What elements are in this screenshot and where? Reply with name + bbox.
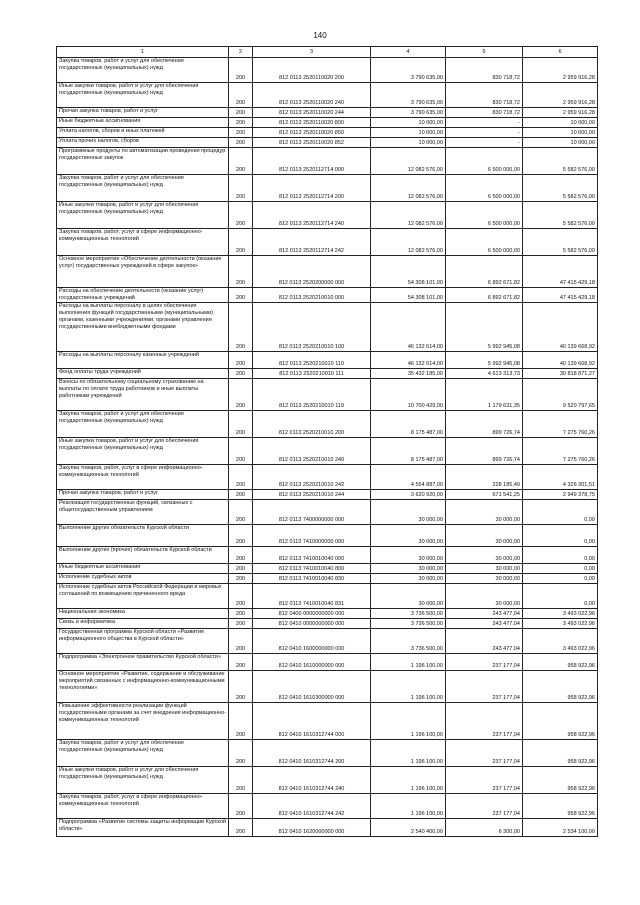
row-approved-amount: 10 000,00 (371, 118, 446, 128)
row-approved-amount: 30 000,00 (371, 584, 446, 609)
row-unexecuted-amount: 4 326 301,51 (523, 465, 598, 490)
row-unexecuted-amount: 958 922,96 (523, 671, 598, 703)
row-name: Исполнение судебных актов (57, 574, 229, 584)
row-approved-amount: 54 308 101,00 (371, 256, 446, 288)
row-executed-amount: 30 000,00 (446, 525, 523, 547)
row-budget-code: 812 0113 2520110020 800 (253, 118, 371, 128)
row-executed-amount: 830 718,72 (446, 108, 523, 118)
row-unexecuted-amount: 958 922,96 (523, 740, 598, 767)
table-row (57, 202, 598, 229)
column-number-row (57, 47, 598, 58)
row-line-code: 200 (229, 671, 253, 703)
row-executed-amount: 6 500 000,00 (446, 175, 523, 202)
row-unexecuted-amount: 10 000,00 (523, 128, 598, 138)
row-line-code: 200 (229, 118, 253, 128)
row-unexecuted-amount: 10 000,00 (523, 118, 598, 128)
row-budget-code: 812 0410 1610312744 242 (253, 794, 371, 819)
table-row (57, 352, 598, 369)
row-line-code: 200 (229, 525, 253, 547)
row-name: Взносы по обязательному социальному страхованию на выплаты по оплате труда работников и иные выплаты работникам учреждений (57, 379, 229, 411)
row-name: Закупка товаров, работ, услуг в сфере информационно-коммуникационных технологий (57, 465, 229, 490)
row-name: Реализация государственных функций, связанных с общегосударственным управлением (57, 500, 229, 525)
row-executed-amount: 5 992 945,08 (446, 352, 523, 369)
row-line-code: 200 (229, 288, 253, 303)
row-executed-amount: 30 000,00 (446, 500, 523, 525)
row-executed-amount: 237 177,04 (446, 671, 523, 703)
row-approved-amount: 10 000,00 (371, 128, 446, 138)
row-executed-amount: - (446, 128, 523, 138)
row-line-code: 200 (229, 465, 253, 490)
row-name: Закупка товаров, работ и услуг для обеспечения государственных (муниципальных) нужд (57, 411, 229, 438)
table-row (57, 740, 598, 767)
row-unexecuted-amount: 958 922,96 (523, 703, 598, 740)
row-budget-code: 812 0410 0000000000 000 (253, 619, 371, 629)
row-approved-amount: 12 082 576,00 (371, 202, 446, 229)
row-line-code: 200 (229, 703, 253, 740)
row-line-code: 200 (229, 379, 253, 411)
row-executed-amount: 6 892 671,82 (446, 256, 523, 288)
row-name: Уплата прочих налогов, сборов (57, 138, 229, 148)
row-unexecuted-amount: 2 949 378,75 (523, 490, 598, 500)
row-budget-code: 812 0113 2520112714 242 (253, 229, 371, 256)
row-budget-code: 812 0113 2520210010 110 (253, 352, 371, 369)
row-budget-code: 812 0113 2520200000 000 (253, 256, 371, 288)
row-line-code: 200 (229, 438, 253, 465)
row-unexecuted-amount: 0,00 (523, 574, 598, 584)
row-name: Расходы на выплаты персоналу в целях обеспечения выполнения функций государственными (муниципальными) органами, казенными учреждениями, органами управления государственными внебюджетными фондами (57, 303, 229, 352)
row-approved-amount: 8 175 487,00 (371, 411, 446, 438)
row-executed-amount: 237 177,04 (446, 794, 523, 819)
row-approved-amount: 1 196 100,00 (371, 654, 446, 671)
row-budget-code: 812 0113 2520110020 240 (253, 83, 371, 108)
row-approved-amount: 12 082 576,00 (371, 175, 446, 202)
row-line-code: 200 (229, 654, 253, 671)
row-line-code: 200 (229, 629, 253, 654)
table-row (57, 138, 598, 148)
row-line-code: 200 (229, 83, 253, 108)
row-executed-amount: 5 992 945,08 (446, 303, 523, 352)
row-executed-amount: 899 726,74 (446, 438, 523, 465)
row-approved-amount: 35 432 185,00 (371, 369, 446, 379)
table-row (57, 767, 598, 794)
table-row (57, 654, 598, 671)
row-executed-amount: 243 477,04 (446, 629, 523, 654)
column-header: 5 (446, 47, 523, 58)
row-executed-amount: 4 613 313,73 (446, 369, 523, 379)
row-name: Закупка товаров, работ и услуг для обеспечения государственных (муниципальных) нужд (57, 175, 229, 202)
row-executed-amount: 1 179 631,35 (446, 379, 523, 411)
table-row (57, 500, 598, 525)
row-unexecuted-amount: 7 275 760,26 (523, 438, 598, 465)
row-budget-code: 812 0410 1610312744 240 (253, 767, 371, 794)
table-body (57, 58, 598, 837)
row-approved-amount: 3 790 635,00 (371, 58, 446, 83)
row-line-code: 200 (229, 609, 253, 619)
row-name: Национальная экономика (57, 609, 229, 619)
row-budget-code: 812 0113 2520110020 200 (253, 58, 371, 83)
row-line-code: 200 (229, 547, 253, 564)
row-line-code: 200 (229, 574, 253, 584)
table-row (57, 288, 598, 303)
table-row (57, 369, 598, 379)
table-row (57, 609, 598, 619)
row-name: Выполнение других (прочих) обязательств Курской области (57, 547, 229, 564)
table-row (57, 438, 598, 465)
row-budget-code: 812 0113 2520210010 119 (253, 379, 371, 411)
row-executed-amount: - (446, 138, 523, 148)
row-approved-amount: 46 132 614,00 (371, 303, 446, 352)
row-line-code: 200 (229, 352, 253, 369)
row-approved-amount: 3 736 500,00 (371, 609, 446, 619)
table-row (57, 619, 598, 629)
table-row (57, 175, 598, 202)
row-executed-amount: 228 185,49 (446, 465, 523, 490)
row-executed-amount: 243 477,04 (446, 609, 523, 619)
row-unexecuted-amount: 47 415 429,18 (523, 288, 598, 303)
table-row (57, 303, 598, 352)
row-budget-code: 812 0410 1620000000 000 (253, 819, 371, 837)
row-name: Прочая закупка товаров, работ и услуг (57, 490, 229, 500)
table-row (57, 256, 598, 288)
row-name: Закупка товаров, работ, услуг в сфере информационно-коммуникационных технологий (57, 229, 229, 256)
row-budget-code: 812 0410 1610312744 000 (253, 703, 371, 740)
row-budget-code: 812 0113 7410000000 000 (253, 525, 371, 547)
row-line-code: 200 (229, 564, 253, 574)
row-executed-amount: 237 177,04 (446, 654, 523, 671)
row-approved-amount: 12 082 576,00 (371, 229, 446, 256)
row-executed-amount: 899 726,74 (446, 411, 523, 438)
row-executed-amount: 830 718,72 (446, 58, 523, 83)
row-unexecuted-amount: 5 582 576,00 (523, 148, 598, 175)
table-row (57, 794, 598, 819)
row-approved-amount: 1 196 100,00 (371, 740, 446, 767)
row-line-code: 200 (229, 229, 253, 256)
table-row (57, 819, 598, 837)
page-number: 140 (313, 31, 327, 40)
row-budget-code: 812 0113 2520110020 850 (253, 128, 371, 138)
row-unexecuted-amount: 3 493 022,96 (523, 609, 598, 619)
row-budget-code: 812 0113 2520112714 200 (253, 175, 371, 202)
table-row (57, 83, 598, 108)
row-line-code: 200 (229, 148, 253, 175)
row-approved-amount: 1 196 100,00 (371, 703, 446, 740)
row-approved-amount: 54 308 101,00 (371, 288, 446, 303)
row-unexecuted-amount: 0,00 (523, 547, 598, 564)
table-row (57, 547, 598, 564)
row-budget-code: 812 0113 7410010040 000 (253, 547, 371, 564)
row-name: Иные закупки товаров, работ и услуг для обеспечения государственных (муниципальных) нужд (57, 83, 229, 108)
row-executed-amount: 6 300,00 (446, 819, 523, 837)
row-approved-amount: 3 790 635,00 (371, 83, 446, 108)
row-name: Расходы на обеспечение деятельности (оказание услуг) государственных учреждений (57, 288, 229, 303)
row-approved-amount: 2 540 400,00 (371, 819, 446, 837)
row-name: Иные закупки товаров, работ и услуг для обеспечения государственных (муниципальных) нужд (57, 767, 229, 794)
row-budget-code: 812 0113 2520210010 100 (253, 303, 371, 352)
row-executed-amount: 237 177,04 (446, 703, 523, 740)
row-unexecuted-amount: 40 139 668,92 (523, 352, 598, 369)
row-name: Закупка товаров, работ и услуг для обеспечения государственных (муниципальных) нужд (57, 58, 229, 83)
row-name: Расходы на выплаты персоналу казенных учреждений (57, 352, 229, 369)
row-line-code: 200 (229, 500, 253, 525)
table-row (57, 574, 598, 584)
row-line-code: 200 (229, 584, 253, 609)
row-unexecuted-amount: 0,00 (523, 525, 598, 547)
row-executed-amount: 6 500 000,00 (446, 148, 523, 175)
row-executed-amount: 30 000,00 (446, 574, 523, 584)
row-budget-code: 812 0113 2520210010 244 (253, 490, 371, 500)
row-budget-code: 812 0113 2520210010 240 (253, 438, 371, 465)
row-unexecuted-amount: 958 922,96 (523, 767, 598, 794)
row-budget-code: 812 0410 1610312744 200 (253, 740, 371, 767)
row-approved-amount: 4 554 887,00 (371, 465, 446, 490)
row-approved-amount: 8 175 487,00 (371, 438, 446, 465)
row-executed-amount: 237 177,04 (446, 767, 523, 794)
row-line-code: 200 (229, 202, 253, 229)
row-unexecuted-amount: 7 275 760,26 (523, 411, 598, 438)
table-row (57, 379, 598, 411)
table-row (57, 584, 598, 609)
row-name: Основное мероприятие «Обеспечение деятельности (оказание услуг) государственных учреждений в сфере закупок» (57, 256, 229, 288)
row-unexecuted-amount: 5 582 576,00 (523, 202, 598, 229)
row-unexecuted-amount: 958 922,96 (523, 794, 598, 819)
table-row (57, 525, 598, 547)
row-name: Программные продукты по автоматизации проведения процедур государственных закупок (57, 148, 229, 175)
budget-execution-table (56, 46, 598, 837)
row-approved-amount: 30 000,00 (371, 574, 446, 584)
row-approved-amount: 10 000,00 (371, 138, 446, 148)
table-row (57, 229, 598, 256)
row-line-code: 200 (229, 794, 253, 819)
row-unexecuted-amount: 958 922,96 (523, 654, 598, 671)
row-name: Повышение эффективности реализации функций государственными органами за счет внедрения информационно-коммуникационных технологий (57, 703, 229, 740)
row-executed-amount: 6 892 671,82 (446, 288, 523, 303)
column-header: 6 (523, 47, 598, 58)
row-approved-amount: 1 196 100,00 (371, 767, 446, 794)
row-executed-amount: 237 177,04 (446, 740, 523, 767)
row-approved-amount: 3 790 635,00 (371, 108, 446, 118)
row-unexecuted-amount: 0,00 (523, 564, 598, 574)
table-row (57, 671, 598, 703)
table-row (57, 564, 598, 574)
row-line-code: 200 (229, 369, 253, 379)
row-unexecuted-amount: 2 959 916,28 (523, 108, 598, 118)
row-budget-code: 812 0113 2520210010 000 (253, 288, 371, 303)
row-approved-amount: 30 000,00 (371, 500, 446, 525)
row-unexecuted-amount: 2 959 916,28 (523, 83, 598, 108)
row-approved-amount: 30 000,00 (371, 564, 446, 574)
row-name: Иные бюджетные ассигнования (57, 118, 229, 128)
row-unexecuted-amount: 2 959 916,28 (523, 58, 598, 83)
table-row (57, 58, 598, 83)
row-name: Иные закупки товаров, работ и услуг для обеспечения государственных (муниципальных) нужд (57, 438, 229, 465)
row-approved-amount: 3 736 500,00 (371, 629, 446, 654)
row-approved-amount: 46 132 614,00 (371, 352, 446, 369)
row-unexecuted-amount: 9 520 797,65 (523, 379, 598, 411)
row-unexecuted-amount: 0,00 (523, 500, 598, 525)
row-approved-amount: 30 000,00 (371, 525, 446, 547)
row-budget-code: 812 0113 2520112714 000 (253, 148, 371, 175)
row-executed-amount: 6 500 000,00 (446, 202, 523, 229)
column-header: 3 (253, 47, 371, 58)
row-budget-code: 812 0400 0000000000 000 (253, 609, 371, 619)
row-unexecuted-amount: 5 582 576,00 (523, 175, 598, 202)
table-row (57, 490, 598, 500)
row-line-code: 200 (229, 619, 253, 629)
row-budget-code: 812 0113 2520210010 200 (253, 411, 371, 438)
row-line-code: 200 (229, 138, 253, 148)
row-budget-code: 812 0113 7400000000 000 (253, 500, 371, 525)
row-budget-code: 812 0113 7410010040 800 (253, 564, 371, 574)
row-budget-code: 812 0113 7410010040 831 (253, 584, 371, 609)
row-name: Подпрограмма «Электронное правительство Курской области» (57, 654, 229, 671)
row-line-code: 200 (229, 767, 253, 794)
row-line-code: 200 (229, 411, 253, 438)
table-row (57, 128, 598, 138)
table-row (57, 703, 598, 740)
row-approved-amount: 30 000,00 (371, 547, 446, 564)
row-budget-code: 812 0113 7410010040 830 (253, 574, 371, 584)
table-row (57, 118, 598, 128)
table-row (57, 629, 598, 654)
table-row (57, 465, 598, 490)
table-row (57, 108, 598, 118)
row-line-code: 200 (229, 490, 253, 500)
row-line-code: 200 (229, 108, 253, 118)
row-unexecuted-amount: 0,00 (523, 584, 598, 609)
row-executed-amount: 30 000,00 (446, 547, 523, 564)
row-unexecuted-amount: 10 000,00 (523, 138, 598, 148)
row-budget-code: 812 0410 1610300000 000 (253, 671, 371, 703)
row-name: Фонд оплаты труда учреждений (57, 369, 229, 379)
row-approved-amount: 3 736 500,00 (371, 619, 446, 629)
column-header: 4 (371, 47, 446, 58)
row-line-code: 200 (229, 128, 253, 138)
row-unexecuted-amount: 30 818 871,27 (523, 369, 598, 379)
row-name: Закупка товаров, работ, услуг в сфере информационно-коммуникационных технологий (57, 794, 229, 819)
row-approved-amount: 12 082 576,00 (371, 148, 446, 175)
row-budget-code: 812 0113 2520210010 111 (253, 369, 371, 379)
row-budget-code: 812 0113 2520112714 240 (253, 202, 371, 229)
row-executed-amount: 830 718,72 (446, 83, 523, 108)
row-name: Уплата налогов, сборов и иных платежей (57, 128, 229, 138)
row-line-code: 200 (229, 256, 253, 288)
row-unexecuted-amount: 3 493 022,96 (523, 619, 598, 629)
row-unexecuted-amount: 5 582 576,00 (523, 229, 598, 256)
row-budget-code: 812 0113 2520110020 244 (253, 108, 371, 118)
row-line-code: 200 (229, 740, 253, 767)
row-name: Исполнение судебных актов Российской Федерации и мировых соглашений по возмещению причиненного вреда (57, 584, 229, 609)
row-unexecuted-amount: 3 493 022,96 (523, 629, 598, 654)
column-header: 1 (57, 47, 229, 58)
row-budget-code: 812 0113 2520110020 852 (253, 138, 371, 148)
row-budget-code: 812 0113 2520210010 242 (253, 465, 371, 490)
row-line-code: 200 (229, 303, 253, 352)
table-row (57, 411, 598, 438)
row-approved-amount: 1 196 100,00 (371, 671, 446, 703)
row-unexecuted-amount: 2 534 100,00 (523, 819, 598, 837)
row-executed-amount: 671 541,25 (446, 490, 523, 500)
row-unexecuted-amount: 47 415 429,18 (523, 256, 598, 288)
row-executed-amount: 243 477,04 (446, 619, 523, 629)
row-name: Выполнение других обязательств Курской области (57, 525, 229, 547)
row-name: Государственная программа Курской области «Развитие информационного общества в Курской области» (57, 629, 229, 654)
row-executed-amount: - (446, 118, 523, 128)
row-line-code: 200 (229, 58, 253, 83)
row-approved-amount: 10 700 429,00 (371, 379, 446, 411)
row-line-code: 200 (229, 175, 253, 202)
row-executed-amount: 30 000,00 (446, 564, 523, 574)
row-name: Основное мероприятие «Развитие, содержание и обслуживание мероприятий связанных с информационно-коммуникационными технологиями» (57, 671, 229, 703)
row-budget-code: 812 0410 1610000000 000 (253, 654, 371, 671)
row-name: Прочая закупка товаров, работ и услуг (57, 108, 229, 118)
row-executed-amount: 30 000,00 (446, 584, 523, 609)
row-approved-amount: 3 620 920,00 (371, 490, 446, 500)
row-name: Подпрограмма «Развитие системы защиты информации Курской области» (57, 819, 229, 837)
row-name: Иные закупки товаров, работ и услуг для обеспечения государственных (муниципальных) нужд (57, 202, 229, 229)
row-name: Закупка товаров, работ и услуг для обеспечения государственных (муниципальных) нужд (57, 740, 229, 767)
row-name: Связь и информатика (57, 619, 229, 629)
table-row (57, 148, 598, 175)
column-header: 2 (229, 47, 253, 58)
row-name: Иные бюджетные ассигнования (57, 564, 229, 574)
row-unexecuted-amount: 40 139 668,92 (523, 303, 598, 352)
row-line-code: 200 (229, 819, 253, 837)
row-executed-amount: 6 500 000,00 (446, 229, 523, 256)
row-budget-code: 812 0410 1600000000 000 (253, 629, 371, 654)
row-approved-amount: 1 196 100,00 (371, 794, 446, 819)
